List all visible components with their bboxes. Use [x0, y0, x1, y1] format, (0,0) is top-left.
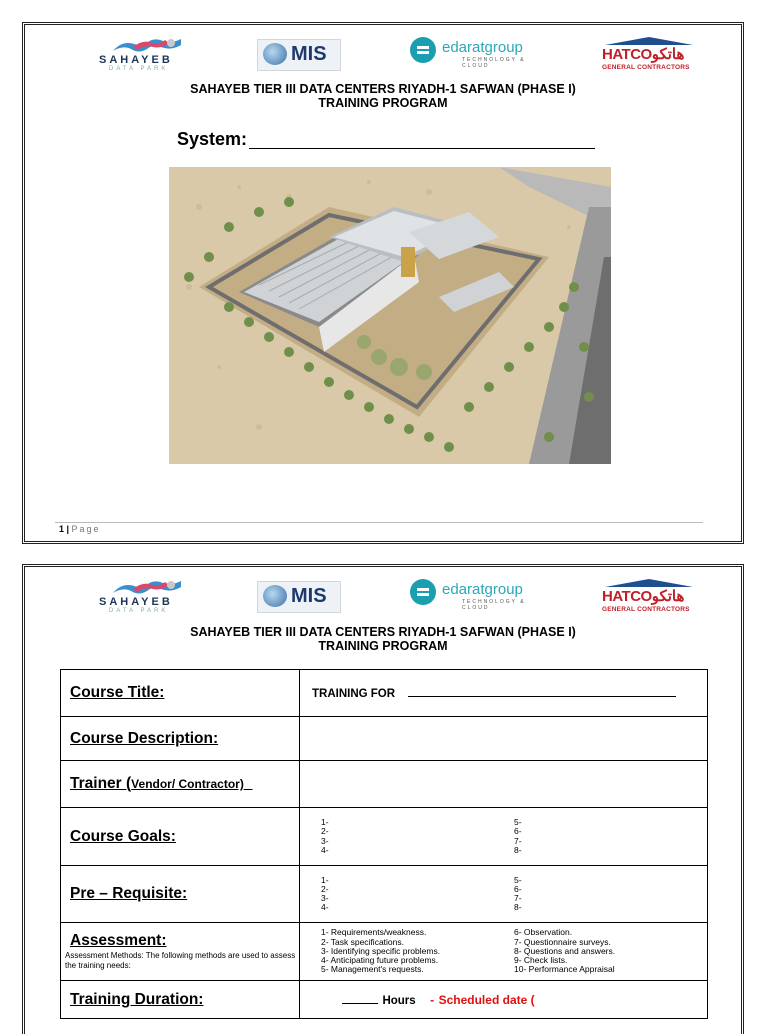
trainer-value-cell[interactable] — [300, 761, 708, 808]
sahayeb-wordmark: SAHAYEB — [99, 596, 173, 608]
prerequisite-label: Pre – Requisite: — [70, 885, 188, 902]
list-item: 3- — [321, 835, 329, 846]
mis-wordmark: MIS — [291, 43, 327, 65]
hatco-logo — [600, 575, 690, 619]
assessment-methods-list — [300, 928, 707, 974]
course-title-value: TRAINING FOR — [312, 688, 396, 700]
sahayeb-wordmark: SAHAYEB — [99, 54, 173, 66]
sahayeb-swoosh-icon — [113, 579, 181, 595]
mis-logo — [257, 575, 339, 619]
table-row — [61, 670, 708, 717]
training-duration-label: Training Duration: — [70, 990, 204, 1008]
mis-logo — [257, 33, 339, 77]
list-item: 1- Requirements/weakness. — [321, 927, 427, 938]
list-item: 5- Management's requests. — [321, 964, 424, 975]
list-item: 3- Identifying specific problems. — [321, 945, 441, 956]
sahayeb-subtitle: DATA PARK — [109, 66, 169, 72]
list-item: 8- — [514, 844, 522, 855]
course-goals-label: Course Goals: — [70, 827, 176, 845]
hatco-logo — [600, 33, 690, 77]
title-line-1: SAHAYEB TIER III DATA CENTERS RIYADH-1 SAFWAN (PHASE I) — [190, 82, 576, 96]
prerequisite-list — [300, 876, 707, 913]
list-item: 7- — [514, 835, 522, 846]
table-row — [61, 808, 708, 866]
title-line-1: SAHAYEB TIER III DATA CENTERS RIYADH-1 SAFWAN (PHASE I) — [190, 625, 576, 639]
table-row — [61, 761, 708, 808]
course-description-label: Course Description: — [70, 729, 219, 747]
course-description-cell — [61, 717, 300, 761]
assessment-label: Assessment: — [70, 932, 167, 949]
edarat-logo — [410, 575, 540, 619]
edarat-logo — [410, 33, 540, 77]
list-item: 6- — [514, 883, 522, 894]
hours-label: Hours — [382, 994, 416, 1007]
list-item: 8- Questions and answers. — [514, 945, 616, 956]
list-item: 8- — [514, 902, 522, 913]
training-duration-cell — [61, 981, 300, 1019]
list-item: 7- Questionnaire surveys. — [514, 936, 611, 947]
assessment-note: Assessment Methods: The following methods are used to assess the training needs: — [65, 951, 296, 970]
table-row — [61, 717, 708, 761]
list-item: 6- Observation. — [514, 927, 573, 938]
list-item: 5- — [514, 817, 522, 828]
hatco-subtitle: GENERAL CONTRACTORS — [602, 606, 690, 613]
hatco-subtitle: GENERAL CONTRACTORS — [602, 64, 690, 71]
hatco-wordmark: HATCOهاتكو — [602, 588, 685, 605]
assessment-cell — [61, 923, 300, 981]
edarat-wordmark: edaratgroup — [442, 39, 523, 56]
list-item: 2- — [321, 883, 329, 894]
list-item: 1- — [321, 874, 329, 885]
trainer-label: Trainer (Vendor/ Contractor) — [70, 775, 244, 792]
data-center-render-image — [169, 167, 611, 464]
logo-bar — [25, 575, 741, 619]
list-item: 7- — [514, 893, 522, 903]
edarat-subtitle: TECHNOLOGY & CLOUD — [462, 599, 526, 611]
globe-icon — [263, 43, 287, 65]
scheduled-date-label: Scheduled date ( — [438, 992, 535, 1007]
course-description-value-cell[interactable] — [300, 717, 708, 761]
list-item: 6- — [514, 826, 522, 837]
assessment-value-cell[interactable] — [300, 923, 708, 981]
sahayeb-logo — [95, 575, 185, 619]
sahayeb-swoosh-icon — [113, 37, 181, 53]
document-title — [25, 625, 741, 653]
edarat-wordmark: edaratgroup — [442, 581, 523, 598]
list-item: 9- Check lists. — [514, 955, 568, 966]
sahayeb-subtitle: DATA PARK — [109, 608, 169, 614]
list-item: 4- — [321, 902, 329, 913]
footer-rule — [55, 522, 703, 523]
list-item: 2- Task specifications. — [321, 936, 404, 947]
prerequisite-value-cell[interactable] — [300, 866, 708, 923]
list-item: 3- — [321, 893, 329, 903]
course-goals-cell — [61, 808, 300, 866]
prerequisite-cell — [61, 866, 300, 923]
list-item: 2- — [321, 826, 329, 837]
document-page-2 — [22, 564, 744, 1034]
title-line-2: TRAINING PROGRAM — [318, 639, 448, 653]
course-goals-list — [300, 818, 707, 855]
page-number: 1 — [59, 524, 65, 534]
trainer-cell — [61, 761, 300, 808]
edarat-mark-icon — [410, 37, 436, 63]
system-label: System: — [177, 129, 248, 149]
page-word: Page — [71, 524, 101, 534]
roof-icon — [605, 37, 693, 45]
hours-blank-line[interactable] — [342, 1003, 378, 1004]
table-row — [61, 981, 708, 1019]
course-title-cell — [61, 670, 300, 717]
list-item: 4- — [321, 844, 329, 855]
table-row — [61, 866, 708, 923]
edarat-mark-icon — [410, 579, 436, 605]
title-line-2: TRAINING PROGRAM — [318, 96, 448, 110]
course-table — [60, 669, 708, 1019]
list-item: 4- Anticipating future problems. — [321, 955, 439, 966]
system-blank-line — [249, 148, 595, 149]
globe-icon — [263, 585, 287, 607]
course-title-value-cell[interactable] — [300, 670, 708, 717]
course-title-blank-line[interactable] — [408, 696, 676, 697]
page-footer: 1 | Page — [59, 524, 101, 534]
sahayeb-logo — [95, 33, 185, 77]
course-goals-value-cell[interactable] — [300, 808, 708, 866]
logo-bar — [25, 33, 741, 77]
trainer-sub-label: Vendor/ Contractor) — [131, 777, 244, 791]
duration-dash: - — [430, 992, 435, 1007]
hatco-wordmark: HATCOهاتكو — [602, 46, 685, 63]
mis-wordmark: MIS — [291, 585, 327, 607]
document-page-1 — [22, 22, 744, 544]
training-duration-value-cell[interactable] — [300, 981, 708, 1019]
table-row — [61, 923, 708, 981]
roof-icon — [605, 579, 693, 587]
document-title — [25, 82, 741, 110]
list-item: 1- — [321, 817, 329, 828]
list-item: 10- Performance Appraisal — [514, 964, 615, 975]
course-title-label: Course Title: — [70, 684, 165, 701]
edarat-subtitle: TECHNOLOGY & CLOUD — [462, 57, 526, 69]
list-item: 5- — [514, 874, 522, 885]
